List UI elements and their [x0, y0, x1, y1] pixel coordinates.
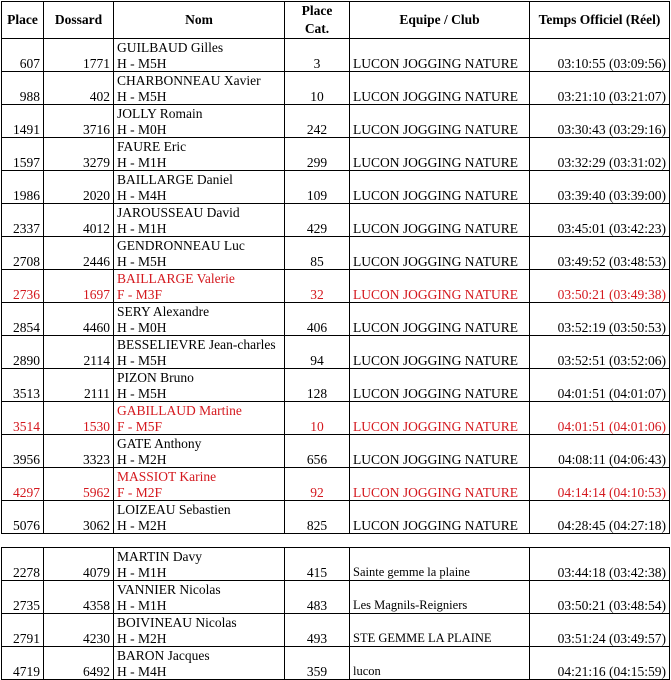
place-cat-cell: 406: [285, 303, 350, 336]
place-cell: 2736: [2, 270, 44, 303]
runner-category: H - M2H: [117, 630, 167, 646]
place-cell: 4297: [2, 468, 44, 501]
name-cell: [114, 435, 285, 468]
separator-cell: [2, 534, 670, 548]
table-row: [2, 647, 670, 680]
runner-category: F - M2F: [117, 484, 163, 500]
time-cell: 03:52:19 (03:50:53): [530, 303, 670, 336]
runner-category: H - M1H: [117, 154, 167, 170]
place-cell: 988: [2, 72, 44, 105]
club-cell: LUCON JOGGING NATURE: [350, 171, 530, 204]
runner-name: BESSELIEVRE Jean-charles: [117, 337, 276, 352]
time-cell: 03:52:51 (03:52:06): [530, 336, 670, 369]
dossard-cell: 2114: [44, 336, 114, 369]
name-cell: [114, 468, 285, 501]
club-cell: LUCON JOGGING NATURE: [350, 369, 530, 402]
name-cell: [114, 402, 285, 435]
name-cell: [114, 614, 285, 647]
place-cell: 2890: [2, 336, 44, 369]
header-dossard: Dossard: [44, 2, 114, 39]
runner-category: H - M1H: [117, 564, 167, 580]
name-cell: [114, 336, 285, 369]
dossard-cell: 3323: [44, 435, 114, 468]
place-cell: 1986: [2, 171, 44, 204]
dossard-cell: 5962: [44, 468, 114, 501]
club-cell: LUCON JOGGING NATURE: [350, 468, 530, 501]
place-cell: 2791: [2, 614, 44, 647]
table-row: [2, 548, 670, 581]
runner-category: H - M1H: [117, 220, 167, 236]
header-place-cat: Place Cat.: [285, 2, 350, 39]
table-row: [2, 138, 670, 171]
name-cell: [114, 581, 285, 614]
club-cell: LUCON JOGGING NATURE: [350, 237, 530, 270]
time-cell: 03:39:40 (03:39:00): [530, 171, 670, 204]
name-cell: [114, 501, 285, 534]
results-table: [1, 1, 670, 680]
name-cell: [114, 369, 285, 402]
place-cat-cell: 359: [285, 647, 350, 680]
runner-name: PIZON Bruno: [117, 370, 194, 385]
place-cat-cell: 10: [285, 402, 350, 435]
place-cell: 3513: [2, 369, 44, 402]
runner-name: JAROUSSEAU David: [117, 205, 240, 220]
dossard-cell: 3062: [44, 501, 114, 534]
dossard-cell: 4230: [44, 614, 114, 647]
place-cell: 3956: [2, 435, 44, 468]
runner-name: GABILLAUD Martine: [117, 403, 242, 418]
time-cell: 03:45:01 (03:42:23): [530, 204, 670, 237]
place-cat-cell: 493: [285, 614, 350, 647]
place-cat-cell: 483: [285, 581, 350, 614]
place-cell: 2278: [2, 548, 44, 581]
time-cell: 04:21:16 (04:15:59): [530, 647, 670, 680]
dossard-cell: 3716: [44, 105, 114, 138]
dossard-cell: 1697: [44, 270, 114, 303]
name-cell: [114, 548, 285, 581]
club-cell: LUCON JOGGING NATURE: [350, 336, 530, 369]
runner-name: JOLLY Romain: [117, 106, 203, 121]
time-cell: 03:21:10 (03:21:07): [530, 72, 670, 105]
runner-category: H - M5H: [117, 55, 167, 71]
place-cell: 2854: [2, 303, 44, 336]
table-row: [2, 303, 670, 336]
dossard-cell: 6492: [44, 647, 114, 680]
runner-category: H - M2H: [117, 517, 167, 533]
table-row: [2, 501, 670, 534]
runner-name: GATE Anthony: [117, 436, 202, 451]
header-row: [2, 2, 670, 39]
table-row: [2, 39, 670, 72]
place-cat-cell: 128: [285, 369, 350, 402]
table-row: [2, 468, 670, 501]
table-row: [2, 402, 670, 435]
runner-category: H - M5H: [117, 88, 167, 104]
name-cell: [114, 303, 285, 336]
place-cat-cell: 92: [285, 468, 350, 501]
time-cell: 04:08:11 (04:06:43): [530, 435, 670, 468]
dossard-cell: 2020: [44, 171, 114, 204]
place-cell: 4719: [2, 647, 44, 680]
runner-category: H - M0H: [117, 319, 167, 335]
table-row: [2, 614, 670, 647]
runner-category: F - M3F: [117, 286, 163, 302]
dossard-cell: 3279: [44, 138, 114, 171]
place-cell: 2735: [2, 581, 44, 614]
runner-name: VANNIER Nicolas: [117, 582, 221, 597]
runner-name: GUILBAUD Gilles: [117, 40, 224, 55]
place-cell: 607: [2, 39, 44, 72]
place-cell: 5076: [2, 501, 44, 534]
table-row: [2, 171, 670, 204]
dossard-cell: 4460: [44, 303, 114, 336]
name-cell: [114, 105, 285, 138]
runner-category: H - M5H: [117, 385, 167, 401]
time-cell: 03:50:21 (03:49:38): [530, 270, 670, 303]
group-separator: [2, 534, 670, 548]
club-cell: LUCON JOGGING NATURE: [350, 402, 530, 435]
club-cell: LUCON JOGGING NATURE: [350, 72, 530, 105]
club-cell: LUCON JOGGING NATURE: [350, 138, 530, 171]
dossard-cell: 1771: [44, 39, 114, 72]
header-nom: Nom: [114, 2, 285, 39]
club-cell: LUCON JOGGING NATURE: [350, 105, 530, 138]
club-cell: LUCON JOGGING NATURE: [350, 303, 530, 336]
place-cat-cell: 94: [285, 336, 350, 369]
name-cell: [114, 647, 285, 680]
name-cell: [114, 204, 285, 237]
time-cell: 03:49:52 (03:48:53): [530, 237, 670, 270]
place-cat-cell: 299: [285, 138, 350, 171]
club-cell: LUCON JOGGING NATURE: [350, 501, 530, 534]
runner-name: BAILLARGE Daniel: [117, 172, 233, 187]
dossard-cell: 402: [44, 72, 114, 105]
runner-name: BARON Jacques: [117, 648, 210, 663]
runner-name: LOIZEAU Sebastien: [117, 502, 231, 517]
runner-category: H - M4H: [117, 663, 167, 679]
time-cell: 04:28:45 (04:27:18): [530, 501, 670, 534]
place-cat-cell: 109: [285, 171, 350, 204]
place-cat-cell: 429: [285, 204, 350, 237]
place-cell: 2337: [2, 204, 44, 237]
runner-name: SERY Alexandre: [117, 304, 210, 319]
time-cell: 03:51:24 (03:49:57): [530, 614, 670, 647]
runner-name: CHARBONNEAU Xavier: [117, 73, 261, 88]
time-cell: 03:50:21 (03:48:54): [530, 581, 670, 614]
header-temps: Temps Officiel (Réel): [530, 2, 670, 39]
place-cell: 3514: [2, 402, 44, 435]
runner-name: GENDRONNEAU Luc: [117, 238, 245, 253]
name-cell: [114, 171, 285, 204]
runner-name: MARTIN Davy: [117, 549, 203, 564]
dossard-cell: 4358: [44, 581, 114, 614]
place-cat-cell: 10: [285, 72, 350, 105]
runner-category: H - M0H: [117, 121, 167, 137]
dossard-cell: 4012: [44, 204, 114, 237]
place-cat-cell: 3: [285, 39, 350, 72]
table-row: [2, 369, 670, 402]
runner-category: H - M5H: [117, 352, 167, 368]
runner-name: BOIVINEAU Nicolas: [117, 615, 237, 630]
time-cell: 04:01:51 (04:01:06): [530, 402, 670, 435]
place-cat-cell: 656: [285, 435, 350, 468]
time-cell: 03:30:43 (03:29:16): [530, 105, 670, 138]
club-cell: STE GEMME LA PLAINE: [350, 614, 530, 647]
runner-category: H - M5H: [117, 253, 167, 269]
dossard-cell: 1530: [44, 402, 114, 435]
place-cat-cell: 32: [285, 270, 350, 303]
club-cell: LUCON JOGGING NATURE: [350, 435, 530, 468]
table-row: [2, 435, 670, 468]
club-cell: LUCON JOGGING NATURE: [350, 39, 530, 72]
club-cell: LUCON JOGGING NATURE: [350, 204, 530, 237]
runner-category: H - M1H: [117, 597, 167, 613]
runner-category: H - M2H: [117, 451, 167, 467]
club-cell: LUCON JOGGING NATURE: [350, 270, 530, 303]
place-cat-cell: 242: [285, 105, 350, 138]
time-cell: 03:44:18 (03:42:38): [530, 548, 670, 581]
runner-name: MASSIOT Karine: [117, 469, 217, 484]
place-cat-cell: 85: [285, 237, 350, 270]
name-cell: [114, 39, 285, 72]
name-cell: [114, 138, 285, 171]
time-cell: 04:14:14 (04:10:53): [530, 468, 670, 501]
place-cat-cell: 825: [285, 501, 350, 534]
header-club: Equipe / Club: [350, 2, 530, 39]
header-place: Place: [2, 2, 44, 39]
runner-category: F - M5F: [117, 418, 163, 434]
dossard-cell: 2446: [44, 237, 114, 270]
dossard-cell: 2111: [44, 369, 114, 402]
place-cell: 1597: [2, 138, 44, 171]
runner-name: FAURE Eric: [117, 139, 187, 154]
time-cell: 03:10:55 (03:09:56): [530, 39, 670, 72]
table-row: [2, 581, 670, 614]
runner-name: BAILLARGE Valerie: [117, 271, 235, 286]
table-row: [2, 204, 670, 237]
table-row: [2, 270, 670, 303]
table-row: [2, 237, 670, 270]
table-row: [2, 72, 670, 105]
time-cell: 03:32:29 (03:31:02): [530, 138, 670, 171]
name-cell: [114, 237, 285, 270]
place-cat-cell: 415: [285, 548, 350, 581]
club-cell: Les Magnils-Reigniers: [350, 581, 530, 614]
dossard-cell: 4079: [44, 548, 114, 581]
club-cell: lucon: [350, 647, 530, 680]
name-cell: [114, 72, 285, 105]
time-cell: 04:01:51 (04:01:07): [530, 369, 670, 402]
table-row: [2, 105, 670, 138]
runner-category: H - M4H: [117, 187, 167, 203]
place-cell: 1491: [2, 105, 44, 138]
name-cell: [114, 270, 285, 303]
table-row: [2, 336, 670, 369]
club-cell: Sainte gemme la plaine: [350, 548, 530, 581]
place-cell: 2708: [2, 237, 44, 270]
